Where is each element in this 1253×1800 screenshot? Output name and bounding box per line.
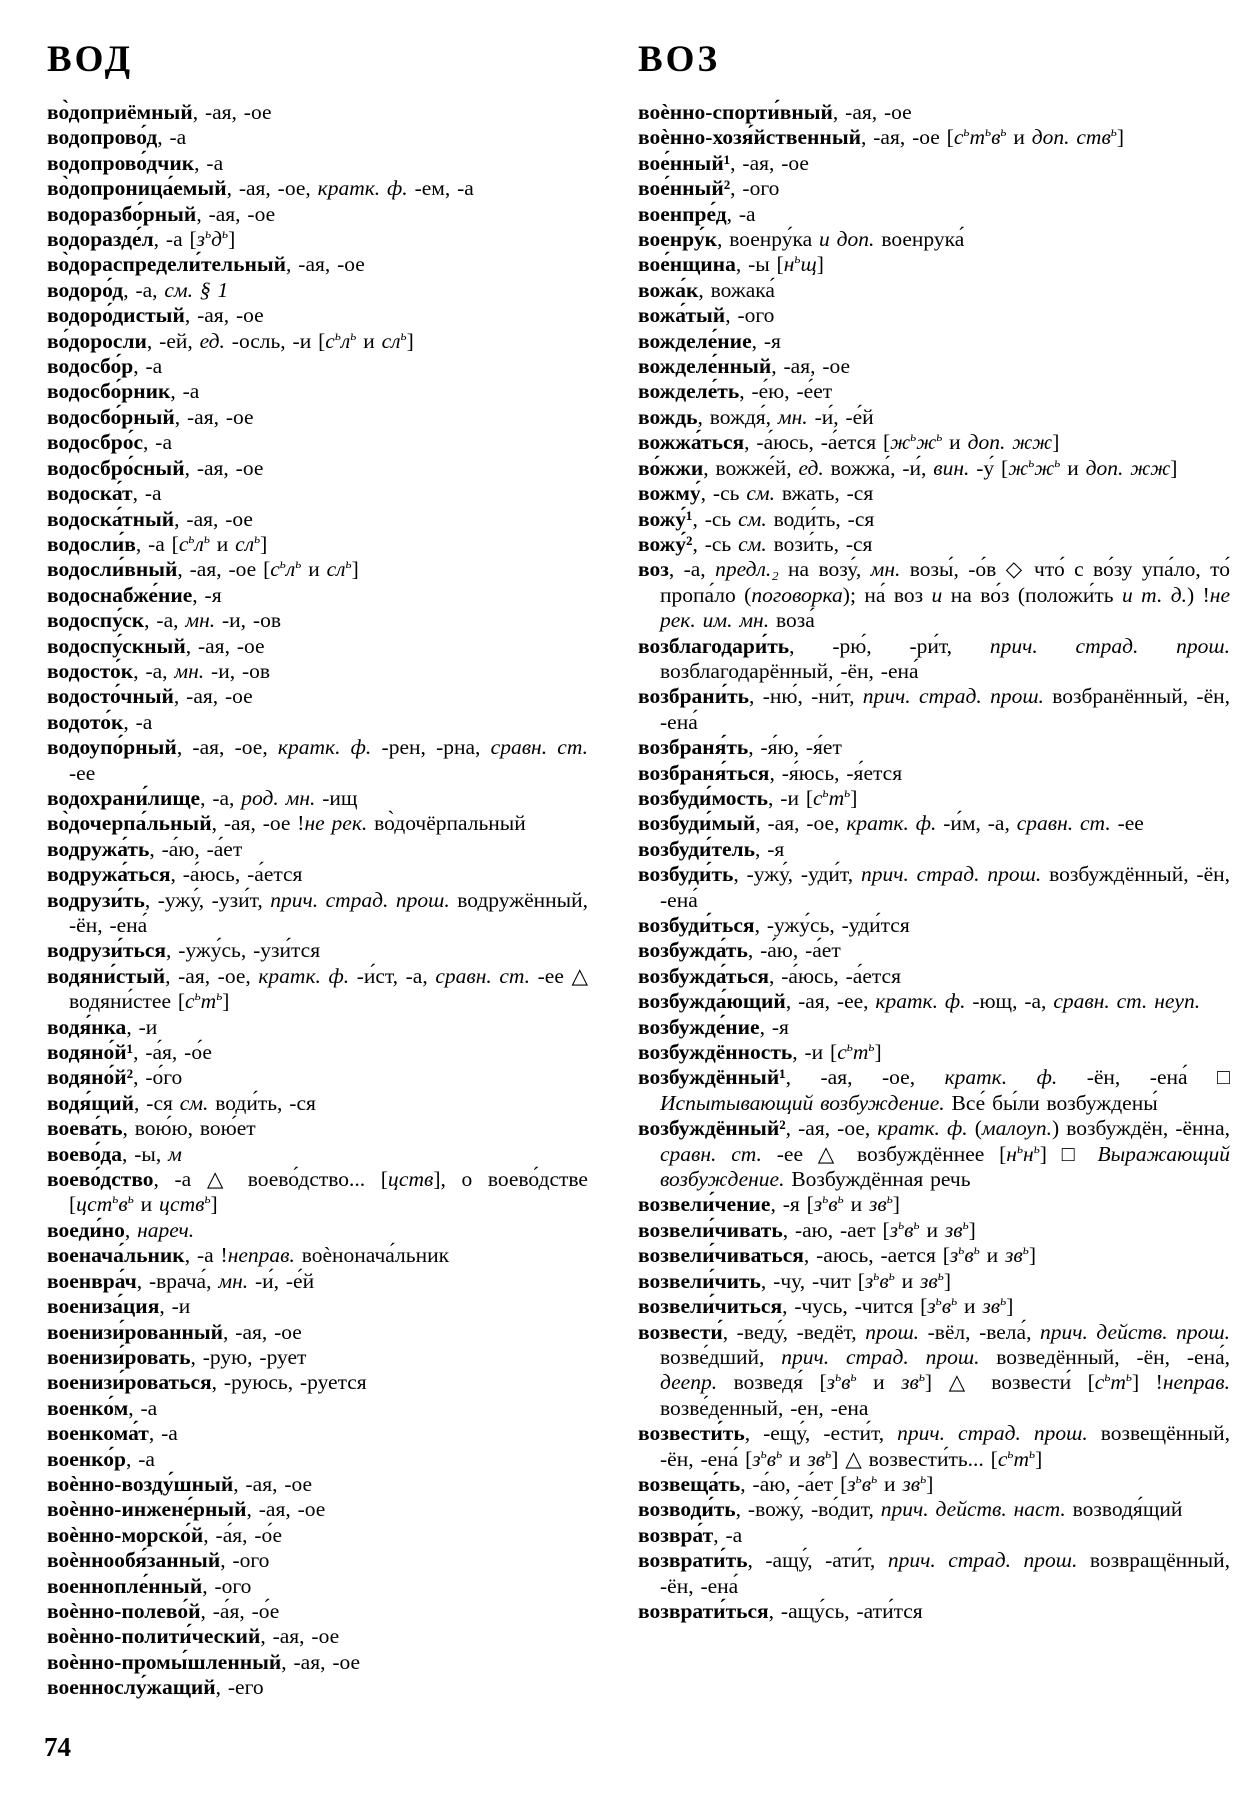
headword: военкома́т	[47, 1421, 149, 1446]
dictionary-entry: вожделе́нный, -ая, -ое	[638, 354, 851, 379]
headword: водяни́стый	[47, 963, 166, 988]
dictionary-entry: во̀доприёмный, -ая, -ое	[47, 100, 272, 124]
headword: воѐнно-возду́шный	[47, 1471, 234, 1496]
dictionary-entry: возбрани́ть, -ню́, -ни́т, прич. страд. прош. возбранённый, -ён, -ена́	[638, 684, 1230, 734]
headword: водружа́ться	[47, 862, 171, 887]
dictionary-entry: воево́дство, -а △ воево́дство... [цств], о воево́дстве [$цст^ьв^ь$ и цств$^ь$]	[47, 1167, 588, 1217]
dictionary-entry: возбуждённый¹, -ая, -ое, кратк. ф. -ён, -ена́ □ Испытывающий возбуждение. Все́ бы́ли возбуждены́	[638, 1065, 1231, 1115]
headword: водосто́чный	[47, 684, 174, 709]
dictionary-entry: возбуждённость, -и $[с^ьт^ь]$	[638, 1038, 882, 1065]
headword: возвести́ть	[638, 1421, 745, 1446]
headword: возбраня́ть	[638, 735, 749, 760]
headword: возбуди́ть	[638, 862, 734, 887]
dictionary-entry: водоразбо́рный, -ая, -ое	[47, 201, 276, 226]
dictionary-entry: во̀допроница́емый, -ая, -ое, кратк. ф. -ем, -а	[47, 176, 474, 201]
dictionary-entry: возвести́, -веду́, -ведёт, прош. -вёл, -вела́, прич. действ. прош. возве́дший, прич. страд. прош. возведённый, -ён, -ена́, деепр. возведя́ [$з^ьв^ь$ и $зв^ь$] △ возвести́ $[с^ьт^ь]$ !неправ. возве́денный, -ен, -ена	[638, 1319, 1231, 1420]
headword: вожделе́ние	[638, 328, 752, 353]
dictionary-entry: военнослу́жащий, -его	[47, 1675, 264, 1700]
headword: воѐнно-полити́ческий	[47, 1624, 261, 1649]
dictionary-entry: водоснабже́ние, -я	[47, 582, 222, 607]
headword: водосбо́рный	[47, 404, 175, 429]
dictionary-entry: воѐннообя́занный, -ого	[47, 1548, 270, 1573]
dictionary-entry: водосли́вный, -ая, -ое [$с^ьл^ь$ и $сл^ь$]	[47, 556, 359, 582]
page-number: 74	[44, 1732, 71, 1762]
dictionary-entry: воѐнно-морско́й, -а́я, -о́е	[47, 1522, 283, 1547]
dictionary-entry: вое́нный¹, -ая, -ое	[638, 150, 809, 175]
headword: водрузи́ться	[47, 938, 167, 963]
dictionary-entry: возвести́ть, -ещу́, -ести́т, прич. страд. прош. возвещённый, -ён, -ена́ [$з^ьв^ь$ и $зв^ь$] △ возвести́ть... $[с^ьт^ь]$	[638, 1421, 1230, 1471]
dictionary-entry: вое́нный², -ого	[638, 176, 780, 201]
headword: водоснабже́ние	[47, 582, 193, 607]
headword: возвели́чение	[638, 1192, 771, 1217]
dictionary-entry: военизи́рованный, -ая, -ое	[47, 1319, 302, 1344]
headword: вое́нный²	[638, 176, 731, 201]
dictionary-entry: водрузи́ться, -ужу́сь, -узи́тся	[47, 938, 321, 963]
dictionary-entry: возбуди́ться, -ужу́сь, -уди́тся	[638, 913, 910, 937]
headword: вожу́¹	[638, 506, 693, 531]
dictionary-entry: воѐнно-промы́шленный, -ая, -ое	[47, 1649, 361, 1674]
dictionary-entry: возвра́т, -а	[638, 1522, 743, 1547]
headword: воз	[638, 557, 669, 582]
headword: водосто́к	[47, 658, 134, 683]
dictionary-entry: во̀дочерпа́льный, -ая, -ое !не рек. во̀дочёрпальный	[47, 811, 526, 836]
headword: вождь	[638, 404, 698, 429]
dictionary-entry: водрузи́ть, -ужу́, -узи́т, прич. страд. прош. водружённый, -ён, -ена́	[47, 887, 588, 937]
headword: вожу́²	[638, 531, 693, 556]
dictionary-entry: возбужда́ть, -а́ю, -а́ет	[638, 938, 841, 963]
headword: возврати́ться	[638, 1598, 769, 1623]
dictionary-entry: возбуди́мость, -и $[с^ьт^ь]$	[638, 784, 858, 810]
headword: водохрани́лище	[47, 785, 201, 810]
headword: военвра́ч	[47, 1268, 137, 1293]
dictionary-entry: воѐнно-спорти́вный, -ая, -ое	[638, 100, 912, 124]
headword: воево́да	[47, 1141, 122, 1166]
headword: возбуди́мость	[638, 785, 769, 810]
dictionary-entry: вождь, вождя́, мн. -и́, -е́й	[638, 404, 874, 429]
headword: водяно́й¹	[47, 1040, 134, 1065]
headword: возвели́чивать	[638, 1217, 783, 1242]
headword: водя́щий	[47, 1090, 135, 1115]
headword: возвели́читься	[638, 1294, 783, 1319]
dictionary-entry: водоска́т, -а	[47, 481, 162, 506]
dictionary-entry: вожму́, -сь см. вжать, -ся	[638, 481, 874, 506]
dictionary-entry: вожжа́ться, -а́юсь, -а́ется [$ж^ьж^ь$ и доп. жж]	[638, 429, 1060, 455]
headword: возвели́чить	[638, 1268, 761, 1293]
headword: вожму́	[638, 481, 701, 506]
left-column	[47, 0, 588, 1701]
headword: воѐннообя́занный	[47, 1548, 221, 1573]
dictionary-entry: возводи́ть, -вожу́, -во́дит, прич. действ. наст. возводя́щий	[638, 1497, 1183, 1522]
dictionary-entry: возблагодари́ть, -рю́, -ри́т, прич. страд. прош. возблагодарённый, -ён, -ена́	[638, 633, 1231, 683]
dictionary-entry: военко́м, -а	[47, 1395, 158, 1420]
headword: водосли́в	[47, 531, 136, 556]
dictionary-entry: возвели́чиваться, -аюсь, -ается [$з^ьв^ь$ и $зв^ь$]	[638, 1242, 1037, 1268]
dictionary-entry: во́доросли, -ей, ед. -осль, -и [$с^ьл^ь$ и $сл^ь$]	[47, 327, 414, 353]
headword: воѐнно-инжене́рный	[47, 1497, 247, 1522]
dictionary-entry: возбуждённый², -ая, -ое, кратк. ф. (малоуп.) возбуждён, -ённа, сравн. ст. -ее △ возбуждённее $[н^ьн^ь]$ □ Выражающий возбуждение. Возбуждённая речь	[638, 1116, 1230, 1192]
dictionary-entry: вожделе́ние, -я	[638, 328, 781, 353]
headword: вое́нный¹	[638, 150, 731, 175]
dictionary-entry: возврати́ть, -ащу́, -ати́т, прич. страд. прош. возвращённый, -ён, -ена́	[638, 1548, 1231, 1598]
headword: возбуди́мый	[638, 811, 756, 836]
dictionary-entry: водяно́й², -о́го	[47, 1065, 183, 1090]
headword: водопрово́д	[47, 125, 158, 150]
dictionary-entry: водосбо́рный, -ая, -ое	[47, 404, 254, 429]
headword: возврати́ть	[638, 1548, 748, 1573]
headword: воениза́ция	[47, 1294, 160, 1319]
headword: возбрани́ть	[638, 684, 750, 709]
headword: во́доросли	[47, 328, 147, 353]
headword: возбуждённый¹	[638, 1065, 786, 1090]
dictionary-entry: во́жжи, вожже́й, ед. вожжа́, -и́, вин. -у́ [$ж^ьж^ь$ и доп. жж]	[638, 454, 1178, 480]
dictionary-entry: возбуди́ть, -ужу́, -уди́т, прич. страд. прош. возбуждённый, -ён, -ена́	[638, 862, 1231, 912]
dictionary-entry: военизи́ровать, -рую, -рует	[47, 1344, 307, 1369]
dictionary-entry: водяно́й¹, -а́я, -о́е	[47, 1040, 212, 1065]
dictionary-entry: водружа́ть, -а́ю, -а́ет	[47, 836, 243, 861]
dictionary-entry: воз, -а, предл.₂ на возу́, мн. возы́, -о́в ◇ что́ с во́зу упа́ло, то́ пропа́ло (поговорка); на́ воз и на во́з (положи́ть и т. д.) !не рек. им. мн. воза́	[638, 557, 1231, 633]
dictionary-entry: возвели́читься, -чусь, -чится [$з^ьв^ь$ и $зв^ь$]	[638, 1292, 1014, 1319]
headword: возвра́т	[638, 1522, 714, 1547]
dictionary-entry: военвра́ч, -врача́, мн. -и́, -е́й	[47, 1268, 315, 1293]
headword: вожделе́ть	[638, 379, 740, 404]
headword: возвели́чиваться	[638, 1243, 804, 1268]
dictionary-entry: водопрово́д, -а	[47, 125, 187, 150]
headword: водоро́дистый	[47, 303, 185, 328]
headword: водяно́й²	[47, 1065, 134, 1090]
headword: вожделе́нный	[638, 354, 772, 379]
dictionary-entry: воева́ть, вою́ю, вою́ет	[47, 1116, 256, 1141]
headword: водоро́д	[47, 277, 124, 302]
headword: во́жжи	[638, 455, 704, 480]
headword: вожа́тый	[638, 303, 726, 328]
left-column-entries	[47, 100, 588, 1701]
dictionary-entry: возбуди́мый, -ая, -ое, кратк. ф. -и́м, -а, сравн. ст. -ее	[638, 811, 1144, 836]
dictionary-entry: военпре́д, -а	[638, 201, 756, 226]
dictionary-entry: возвеща́ть, -а́ю, -а́ет [$з^ьв^ь$ и $зв^ь$]	[638, 1470, 934, 1496]
headword: водосбро́с	[47, 430, 144, 455]
right-column	[638, 0, 1230, 1624]
dictionary-entry: военизи́роваться, -руюсь, -руется	[47, 1370, 367, 1395]
dictionary-entry: военко́р, -а	[47, 1446, 155, 1471]
dictionary-entry: воениза́ция, -и	[47, 1294, 191, 1319]
dictionary-entry: водяни́стый, -ая, -ое, кратк. ф. -и́ст, -а, сравн. ст. -ее △ водяни́стее $[с^ьт^ь]$	[47, 963, 589, 1014]
left-column-header: ВОД	[47, 39, 134, 80]
headword: военизи́роваться	[47, 1370, 212, 1395]
headword: водосли́вный	[47, 557, 178, 582]
headword: военко́м	[47, 1395, 129, 1420]
dictionary-entry: водосто́к, -а, мн. -и, -ов	[47, 658, 271, 683]
dictionary-entry: военкома́т, -а	[47, 1421, 178, 1446]
dictionary-entry: возвели́чение, -я [$з^ьв^ь$ и $зв^ь$]	[638, 1191, 900, 1217]
dictionary-entry: водосбо́рник, -а	[47, 379, 200, 404]
headword: воѐнно-спорти́вный	[638, 100, 833, 124]
dictionary-entry: военру́к, военру́ка и доп. военрука́	[638, 227, 965, 252]
dictionary-entry: возбужде́ние, -я	[638, 1014, 789, 1039]
headword: воѐнно-морско́й	[47, 1522, 204, 1547]
dictionary-entry: вожа́тый, -ого	[638, 303, 775, 328]
headword: возбужда́ться	[638, 963, 770, 988]
headword: возбраня́ться	[638, 760, 770, 785]
dictionary-entry: водя́нка, -и	[47, 1014, 158, 1039]
headword: водосбо́р	[47, 354, 134, 379]
headword: военнопле́нный	[47, 1573, 203, 1598]
headword: военпре́д	[638, 201, 727, 226]
dictionary-entry: водружа́ться, -а́юсь, -а́ется	[47, 862, 303, 887]
headword: водопрово́дчик	[47, 150, 195, 175]
dictionary-entry: водосбо́р, -а	[47, 354, 163, 379]
headword: возводи́ть	[638, 1497, 736, 1522]
dictionary-entry: воѐнно-инжене́рный, -ая, -ое	[47, 1497, 326, 1522]
dictionary-entry: во̀дораспредели́тельный, -ая, -ое	[47, 252, 365, 277]
dictionary-entry: водоразде́л, -а $[з^ьд^ь]$	[47, 225, 236, 252]
dictionary-entry: вожа́к, вожака́	[638, 277, 775, 302]
right-column-entries	[638, 100, 1230, 1624]
headword: водружа́ть	[47, 836, 150, 861]
headword: возвеща́ть	[638, 1471, 741, 1496]
headword: воѐнно-промы́шленный	[47, 1649, 282, 1674]
dictionary-entry: водосбро́с, -а	[47, 430, 172, 455]
dictionary-entry: воѐнно-хозя́йственный, -ая, -ое [$с^ьт^ьв^ь$ и доп. ств$^ь$]	[638, 124, 1125, 150]
headword: воева́ть	[47, 1116, 123, 1141]
headword: возвести́	[638, 1319, 723, 1344]
headword: возбужда́ть	[638, 938, 748, 963]
headword: во̀дочерпа́льный	[47, 811, 212, 836]
headword: возбуди́тель	[638, 836, 755, 861]
headword: водоспу́скный	[47, 633, 186, 658]
headword: возбуждённость	[638, 1040, 793, 1065]
dictionary-entry: водопрово́дчик, -а	[47, 150, 224, 175]
headword: водоска́т	[47, 481, 133, 506]
headword: вожжа́ться	[638, 430, 745, 455]
headword: военру́к	[638, 227, 717, 252]
dictionary-entry: водото́к, -а	[47, 709, 153, 734]
dictionary-entry: воеди́но, нареч.	[47, 1217, 195, 1242]
dictionary-entry: водоспу́ск, -а, мн. -и, -ов	[47, 608, 281, 633]
headword: возбужда́ющий	[638, 989, 786, 1014]
headword: военнослу́жащий	[47, 1675, 216, 1700]
headword: водосбро́сный	[47, 455, 185, 480]
dictionary-entry: водоро́д, -а, см. § 1	[47, 277, 229, 302]
dictionary-entry: водосбро́сный, -ая, -ое	[47, 455, 264, 480]
dictionary-entry: водя́щий, -ся см. води́ть, -ся	[47, 1090, 316, 1115]
dictionary-entry: водосто́чный, -ая, -ое	[47, 684, 253, 709]
headword: во̀допроница́емый	[47, 176, 227, 201]
headword: водя́нка	[47, 1014, 127, 1039]
headword: воѐнно-хозя́йственный	[638, 125, 861, 150]
dictionary-entry: вое́нщина, -ы $[н^ьщ]$	[638, 251, 824, 277]
dictionary-entry: возбужда́ющий, -ая, -ее, кратк. ф. -ющ, -а, сравн. ст. неуп.	[638, 989, 1201, 1014]
headword: во̀дораспредели́тельный	[47, 252, 287, 277]
headword: воево́дство	[47, 1167, 154, 1192]
headword: водоразбо́рный	[47, 201, 197, 226]
headword: возбужде́ние	[638, 1014, 760, 1039]
headword: водрузи́ть	[47, 887, 145, 912]
dictionary-entry: воево́да, -ы, м	[47, 1141, 182, 1166]
dictionary-entry: военнопле́нный, -ого	[47, 1573, 252, 1598]
right-column-header: ВОЗ	[638, 39, 720, 80]
headword: военача́льник	[47, 1243, 185, 1268]
dictionary-entry: возбраня́ться, -я́юсь, -я́ется	[638, 760, 903, 785]
headword: военизи́рованный	[47, 1319, 224, 1344]
headword: водоупо́рный	[47, 735, 177, 760]
dictionary-entry: возбраня́ть, -я́ю, -я́ет	[638, 735, 842, 760]
headword: воѐнно-полево́й	[47, 1598, 201, 1623]
dictionary-entry: воѐнно-возду́шный, -ая, -ое	[47, 1471, 313, 1496]
dictionary-entry: возвели́чить, -чу, -чит [$з^ьв^ь$ и $зв^ь$]	[638, 1267, 952, 1293]
dictionary-entry: воѐнно-полити́ческий, -ая, -ое	[47, 1624, 340, 1649]
headword: военко́р	[47, 1446, 126, 1471]
headword: водосбо́рник	[47, 379, 171, 404]
dictionary-entry: возвели́чивать, -аю, -ает [$з^ьв^ь$ и $зв^ь$]	[638, 1216, 976, 1242]
dictionary-entry: возбужда́ться, -а́юсь, -а́ется	[638, 963, 901, 988]
headword: вое́нщина	[638, 252, 736, 277]
dictionary-entry: вожу́², -сь см. вози́ть, -ся	[638, 531, 873, 556]
dictionary-entry: возбуди́тель, -я	[638, 836, 785, 861]
headword: воеди́но	[47, 1217, 125, 1242]
dictionary-entry: вожу́¹, -сь см. води́ть, -ся	[638, 506, 875, 531]
dictionary-entry: водоро́дистый, -ая, -ое	[47, 303, 264, 328]
headword: возбуждённый²	[638, 1116, 786, 1141]
headword: военизи́ровать	[47, 1344, 191, 1369]
headword: во̀доприёмный	[47, 100, 193, 124]
dictionary-entry: водохрани́лище, -а, род. мн. -ищ	[47, 785, 358, 810]
dictionary-entry: водоупо́рный, -ая, -ое, кратк. ф. -рен, -рна, сравн. ст. -ее	[47, 735, 589, 785]
dictionary-entry: вожделе́ть, -е́ю, -е́ет	[638, 379, 833, 404]
headword: водото́к	[47, 709, 124, 734]
headword: вожа́к	[638, 277, 699, 302]
dictionary-entry: военача́льник, -а !неправ. воѐнонача́льник	[47, 1243, 450, 1268]
headword: возбуди́ться	[638, 913, 755, 937]
dictionary-entry: водоска́тный, -ая, -ое	[47, 506, 253, 531]
headword: водоска́тный	[47, 506, 175, 531]
dictionary-entry: водоспу́скный, -ая, -ое	[47, 633, 265, 658]
dictionary-entry: водосли́в, -а [$с^ьл^ь$ и $сл^ь$]	[47, 530, 268, 556]
dictionary-entry: воѐнно-полево́й, -а́я, -о́е	[47, 1598, 280, 1623]
headword: возблагодари́ть	[638, 633, 790, 658]
dictionary-entry: возврати́ться, -ащу́сь, -ати́тся	[638, 1598, 923, 1623]
headword: водоразде́л	[47, 227, 154, 252]
headword: водоспу́ск	[47, 608, 145, 633]
